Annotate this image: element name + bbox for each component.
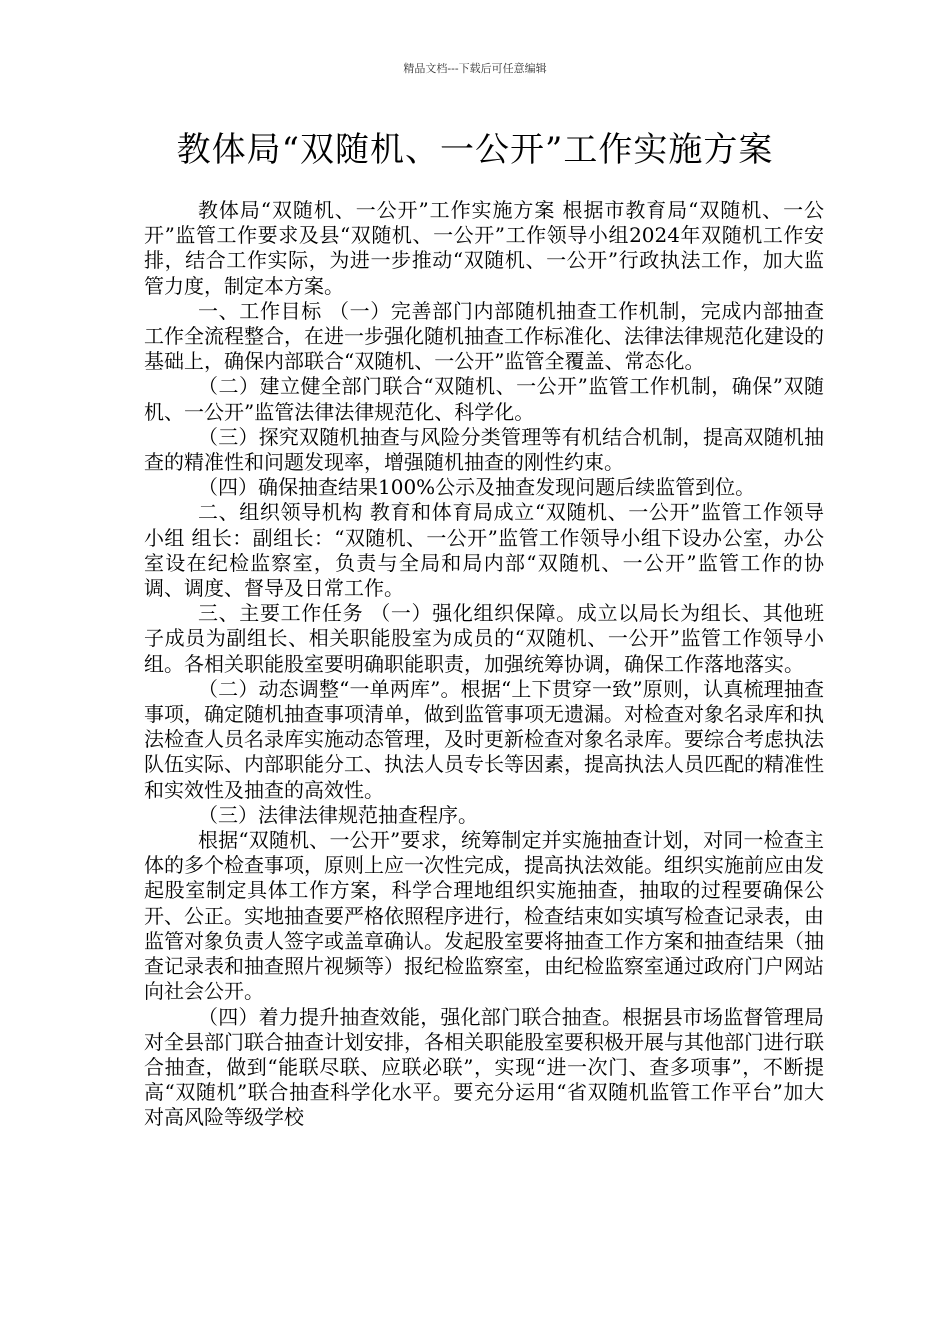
paragraph-organization: 二、组织领导机构 教育和体育局成立“双随机、一公开”监管工作领导小组 组长：副组长：“双随机、一公开”监管工作领导小组下设办公室，办公室设在纪检监察室，负责与全局和局内部“双随机、一公开”监管工作的协调、调度、督导及日常工作。: [144, 500, 824, 601]
document-body: [144, 198, 824, 1131]
paragraph-task-3-heading: （三）法律法律规范抽查程序。: [198, 802, 478, 827]
paragraph-goal-2: （二）建立健全部门联合“双随机、一公开”监管工作机制，确保”双随机、一公开”监管法律法律规范化、科学化。: [144, 374, 824, 424]
header-note: 精品文档---下载后可任意编辑: [403, 62, 547, 75]
paragraph-goals: 一、工作目标 （一）完善部门内部随机抽查工作机制，完成内部抽查工作全流程整合，在进一步强化随机抽查工作标准化、法律法律规范化建设的基础上，确保内部联合“双随机、一公开”监管全覆盖、常态化。: [144, 298, 824, 374]
paragraph-tasks: 三、主要工作任务 （一）强化组织保障。成立以局长为组长、其他班子成员为副组长、相关职能股室为成员的“双随机、一公开”监管工作领导小组。各相关职能股室要明确职能职责，加强统筹协调，确保工作落地落实。: [144, 601, 824, 676]
paragraph-task-4: （四）着力提升抽查效能，强化部门联合抽查。根据县市场监督管理局对全县部门联合抽查计划安排，各相关职能股室要积极开展与其他部门进行联合抽查，做到“能联尽联、应联必联”，实现“进一次门、查多项事”，不断提高“双随机”联合抽查科学化水平。要充分运用“省双随机监管工作平台”加大对高风险等级学校: [144, 1004, 824, 1130]
paragraph-task-3-body: 根据“双随机、一公开”要求，统筹制定并实施抽查计划，对同一检查主体的多个检查事项，原则上应一次性完成，提高执法效能。组织实施前应由发起股室制定具体工作方案，科学合理地组织实施抽查，抽取的过程要确保公开、公正。实地抽查要严格依照程序进行，检查结束如实填写检查记录表，由监管对象负责人签字或盖章确认。发起股室要将抽查工作方案和抽查结果（抽查记录表和抽查照片视频等）报纪检监察室，由纪检监察室通过政府门户网站向社会公开。: [144, 828, 824, 1004]
paragraph-task-2: （二）动态调整“一单两库”。根据“上下贯穿一致”原则，认真梳理抽查事项，确定随机抽查事项清单，做到监管事项无遗漏。对检查对象名录库和执法检查人员名录库实施动态管理，及时更新检查对象名录库。要综合考虑执法队伍实际、内部职能分工、执法人员专长等因素，提高执法人员匹配的精准性和实效性及抽查的高效性。: [144, 676, 824, 802]
paragraph-goal-3: （三）探究双随机抽查与风险分类管理等有机结合机制，提高双随机抽查的精准性和问题发现率，增强随机抽查的刚性约束。: [144, 424, 824, 475]
paragraph-intro: 教体局“双随机、一公开”工作实施方案 根据市教育局“双随机、一公开”监管工作要求及县“双随机、一公开”工作领导小组2024年双随机工作安排，结合工作实际，为进一步推动“双随机、一公开”行政执法工作，加大监管力度，制定本方案。: [144, 198, 824, 298]
document-title: 教体局“双随机、一公开”工作实施方案: [176, 130, 774, 170]
paragraph-goal-4: （四）确保抽查结果100%公示及抽查发现问题后续监管到位。: [198, 475, 756, 500]
